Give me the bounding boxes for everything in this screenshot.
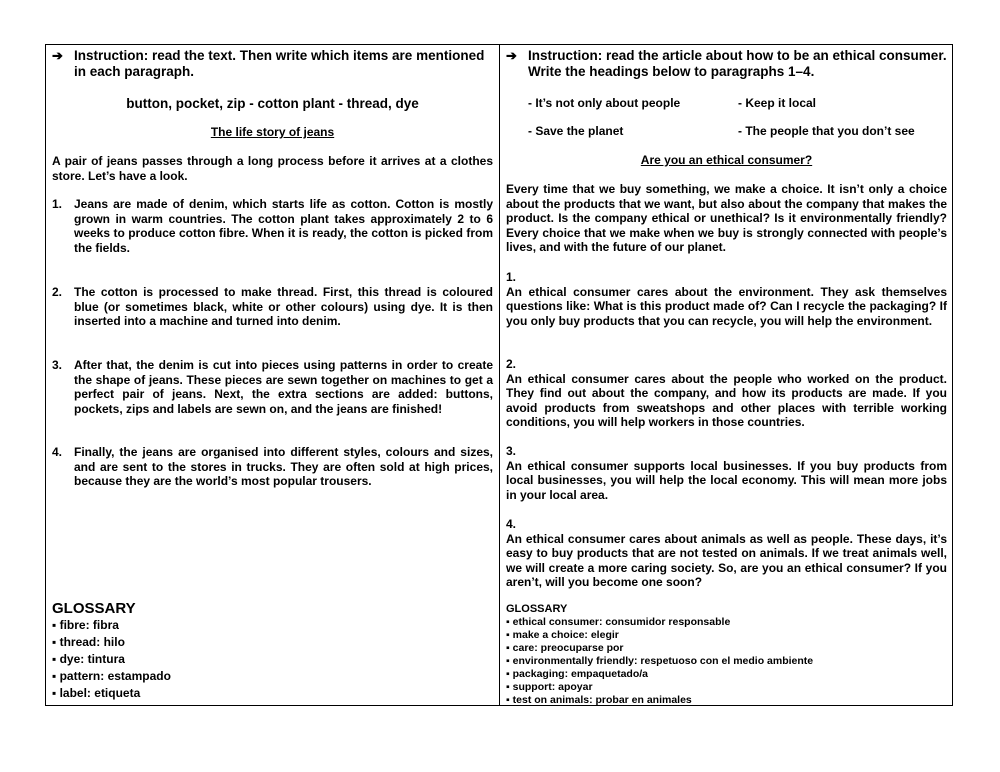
glossary-item: ▪ make a choice: elegir <box>506 629 619 641</box>
paragraph-text: An ethical consumer cares about the people who worked on the product. They find out about the company, and how its products are made. If you avoid products from sweatshops and other places with terrible working conditions, you will help workers in those countries. <box>506 371 947 430</box>
right-glossary-title: GLOSSARY <box>506 603 568 615</box>
glossary-item: ▪ label: etiqueta <box>52 686 141 700</box>
glossary-item: ▪ environmentally friendly: respetuoso con el medio ambiente <box>506 655 814 667</box>
heading-option-2: - Keep it local <box>738 96 817 110</box>
left-paragraph-3 <box>52 358 493 416</box>
paragraph-text: After that, the denim is cut into pieces using patterns in order to create the shape of jeans. These pieces are sewn together on machines to get a perfect pair of jeans. Next, the extra sections are added: buttons, pockets, zips and labels are sewn on, and the jeans are finished! <box>74 358 493 416</box>
glossary-item: ▪ test on animals: probar en animales <box>506 694 692 706</box>
heading-option-3: - Save the planet <box>528 124 624 138</box>
left-instruction-text: Instruction: read the text. Then write which items are mentioned in each paragraph. <box>74 48 485 79</box>
left-column <box>52 45 493 705</box>
left-paragraph-1 <box>52 197 493 255</box>
right-instruction-text: Instruction: read the article about how to be an ethical consumer. Write the headings below to paragraphs 1–4. <box>528 48 947 79</box>
paragraph-text: An ethical consumer cares about the environment. They ask themselves questions like: What is this product made of? Can I recycle the packaging? If you only buy products that you can recycle, you will help the environment. <box>506 284 947 328</box>
glossary-item: ▪ fibre: fibra <box>52 618 119 632</box>
glossary-item: ▪ pattern: estampado <box>52 669 171 683</box>
paragraph-number: 3. <box>506 444 517 458</box>
right-column <box>506 45 947 705</box>
left-text-title: The life story of jeans <box>210 125 335 139</box>
glossary-item: ▪ thread: hilo <box>52 635 125 649</box>
right-text-title: Are you an ethical consumer? <box>640 153 813 167</box>
paragraph-number: 4. <box>506 517 517 531</box>
paragraph-number: 4. <box>52 445 63 459</box>
paragraph-number: 3. <box>52 358 63 372</box>
right-paragraph-3 <box>506 444 947 502</box>
paragraph-number: 1. <box>506 270 517 284</box>
paragraph-number: 2. <box>506 357 517 371</box>
left-paragraph-4 <box>52 445 493 489</box>
right-paragraph-2 <box>506 357 947 430</box>
heading-option-1: - It’s not only about people <box>528 96 681 110</box>
left-paragraph-2 <box>52 285 493 329</box>
left-instruction <box>52 48 493 80</box>
arrow-icon: ➔ <box>52 48 63 63</box>
worksheet-table <box>45 44 953 706</box>
arrow-icon: ➔ <box>506 48 517 63</box>
glossary-item: ▪ dye: tintura <box>52 652 125 666</box>
left-glossary-list <box>52 617 171 702</box>
right-paragraph-4 <box>506 517 947 590</box>
glossary-item: ▪ care: preocuparse por <box>506 642 624 654</box>
paragraph-text: The cotton is processed to make thread. First, this thread is coloured blue (or sometimes black, white or other colours) using dye. It is then inserted into a machine and turned into denim. <box>74 285 493 329</box>
paragraph-text: Jeans are made of denim, which starts life as cotton. Cotton is mostly grown in warm countries. The cotton plant takes approximately 2 to 6 weeks to produce cotton fibre. When it is ready, the cotton is picked from the fields. <box>74 197 493 255</box>
paragraph-number: 2. <box>52 285 63 299</box>
right-instruction <box>506 48 947 80</box>
right-intro: Every time that we buy something, we make a choice. It isn’t only a choice about the products that we want, but also about the company that makes the product. Is the company ethical or unethical? Is it environmentally friendly? Every choice that we make when we buy is strongly connected with people’s lives, and with the future of our planet. <box>506 182 947 255</box>
heading-option-4: - The people that you don’t see <box>738 124 915 138</box>
right-glossary-list <box>506 616 813 707</box>
left-glossary-title: GLOSSARY <box>52 600 136 617</box>
paragraph-text: An ethical consumer cares about animals as well as people. These days, it’s easy to buy products that are not tested on animals. If we treat animals well, we will create a more caring society. So, are you an ethical consumer? If you aren’t, will you become one soon? <box>506 531 947 590</box>
column-divider <box>499 45 500 705</box>
glossary-item: ▪ packaging: empaquetado/a <box>506 668 649 680</box>
paragraph-text: Finally, the jeans are organised into different styles, colours and sizes, and are sent to the stores in trucks. They are often sold at high prices, because they are the world’s most popular trousers. <box>74 445 493 489</box>
glossary-item: ▪ support: apoyar <box>506 681 593 693</box>
left-word-list: button, pocket, zip - cotton plant - thread, dye <box>126 96 419 111</box>
paragraph-text: An ethical consumer supports local businesses. If you buy products from local businesses, you will help the local economy. This will mean more jobs in your local area. <box>506 458 947 502</box>
right-paragraph-1 <box>506 270 947 328</box>
paragraph-number: 1. <box>52 197 63 211</box>
glossary-item: ▪ ethical consumer: consumidor responsable <box>506 616 731 628</box>
left-intro: A pair of jeans passes through a long process before it arrives at a clothes store. Let’s have a look. <box>52 154 493 183</box>
